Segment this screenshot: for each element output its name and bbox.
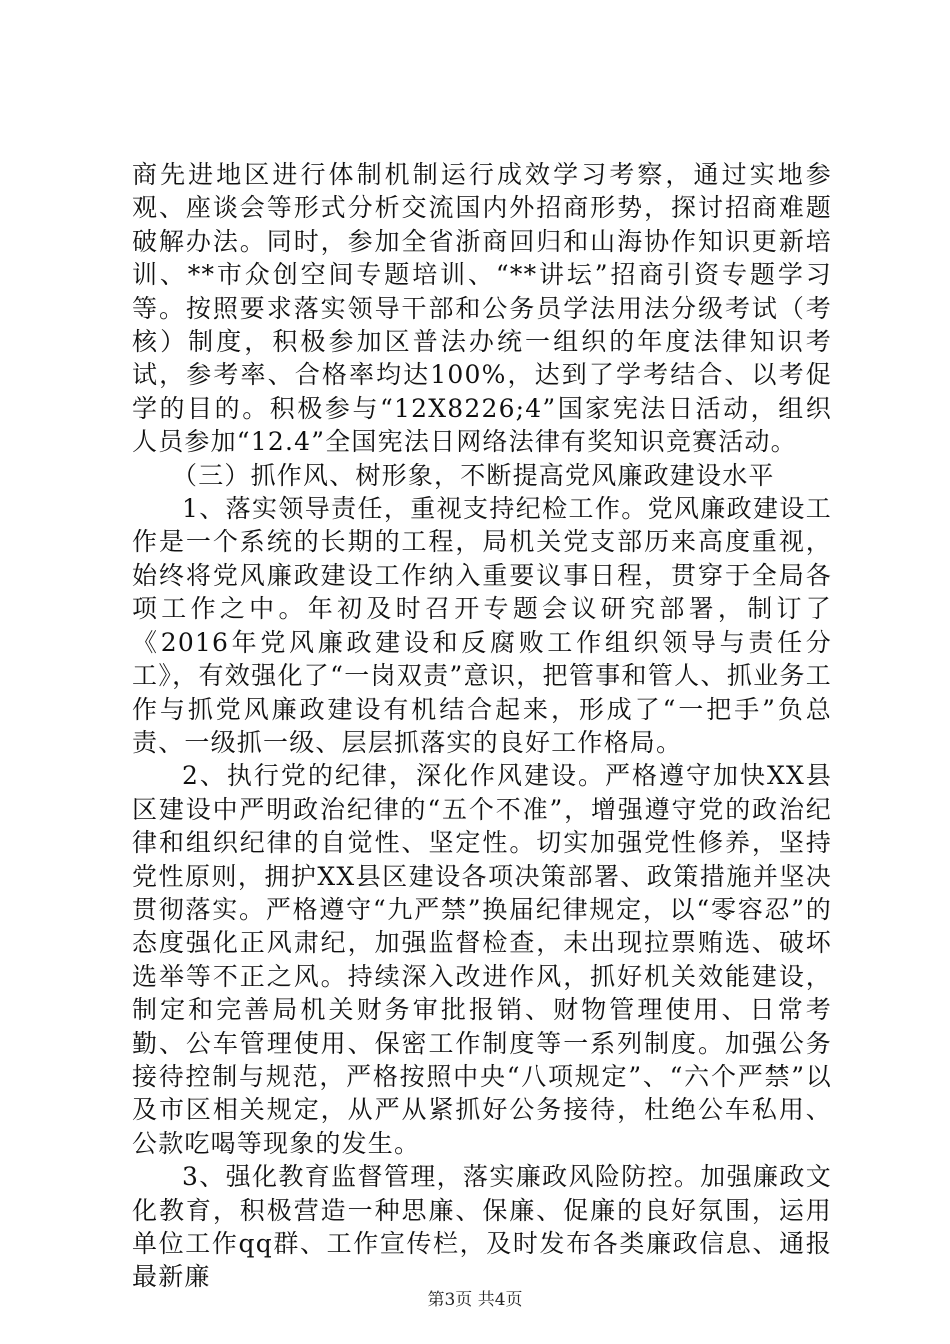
paragraph-continuation: 商先进地区进行体制机制运行成效学习考察，通过实地参观、座谈会等形式分析交流国内外招商形势，探讨招商难题破解办法。同时，参加全省浙商回归和山海协作知识更新培训、**市众创空间专题培训、“**讲坛”招商引资专题学习等。按照要求落实领导干部和公务员学法用法分级考试（考核）制度，积极参加区普法办统一组织的年度法律知识考试，参考率、合格率均达100%，达到了学考结合、以考促学的目的。积极参与“12X8226;4”国家宪法日活动，组织人员参加“12.4”全国宪法日网络法律有奖知识竞赛活动。 bbox=[132, 160, 832, 457]
paragraph-item-3: 3、强化教育监督管理，落实廉政风险防控。加强廉政文化教育，积极营造一种思廉、保廉、促廉的良好氛围，运用单位工作qq群、工作宣传栏，及时发布各类廉政信息、通报最新廉 bbox=[132, 1162, 832, 1292]
paragraph-item-1: 1、落实领导责任，重视支持纪检工作。党风廉政建设工作是一个系统的长期的工程，局机关党支部历来高度重视，始终将党风廉政建设工作纳入重要议事日程，贯穿于全局各项工作之中。年初及时召开专题会议研究部署，制订了《2016年党风廉政建设和反腐败工作组织领导与责任分工》，有效强化了“一岗双责”意识，把管事和管人、抓业务工作与抓党风廉政建设有机结合起来，形成了“一把手”负总责、一级抓一级、层层抓落实的良好工作格局。 bbox=[132, 494, 832, 757]
section-heading: （三）抓作风、树形象，不断提高党风廉政建设水平 bbox=[172, 460, 775, 490]
paragraph-item-2: 2、执行党的纪律，深化作风建设。严格遵守加快XX县区建设中严明政治纪律的“五个不准”，增强遵守党的政治纪律和组织纪律的自觉性、坚定性。切实加强党性修养，坚持党性原则，拥护XX县区建设各项决策部署、政策措施并坚决贯彻落实。严格遵守“九严禁”换届纪律规定，以“零容忍”的态度强化正风肃纪，加强监督检查，未出现拉票贿选、破坏选举等不正之风。持续深入改进作风，抓好机关效能建设，制定和完善局机关财务审批报销、财物管理使用、日常考勤、公车管理使用、保密工作制度等一系列制度。加强公务接待控制与规范，严格按照中央“八项规定”、“六个严禁”以及市区相关规定，从严从紧抓好公务接待，杜绝公车私用、公款吃喝等现象的发生。 bbox=[132, 761, 832, 1158]
document-body bbox=[132, 158, 832, 1294]
page-number-footer: 第3页 共4页 bbox=[427, 1290, 523, 1310]
